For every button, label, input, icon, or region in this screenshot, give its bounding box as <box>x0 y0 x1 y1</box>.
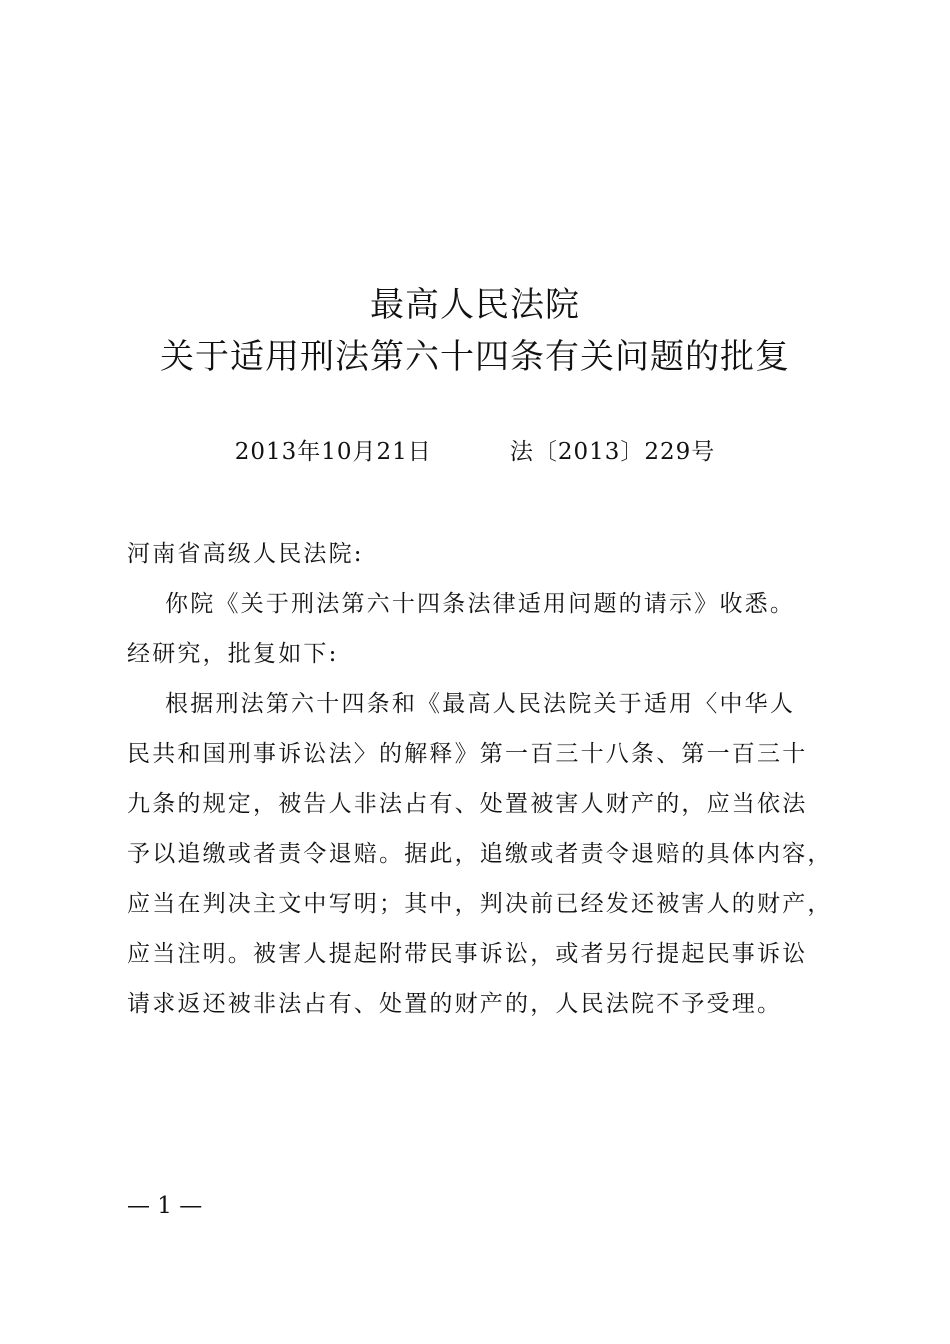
paragraph-line: 经研究，批复如下: <box>127 641 339 667</box>
document-title-issuer: 最高人民法院 <box>370 285 580 325</box>
paragraph-line: 根据刑法第六十四条和《最高人民法院关于适用〈中华人 <box>127 691 796 717</box>
paragraph-line: 应当在判决主文中写明；其中，判决前已经发还被害人的财产， <box>127 891 833 917</box>
document-number: 法〔2013〕229号 <box>509 439 716 465</box>
document-meta <box>0 436 950 468</box>
paragraph-line: 你院《关于刑法第六十四条法律适用问题的请示》收悉。 <box>127 591 796 617</box>
document-date: 2013年10月21日 <box>234 439 432 465</box>
paragraph-line: 九条的规定，被告人非法占有、处置被害人财产的，应当依法 <box>127 791 808 817</box>
paragraph-line: 请求返还被非法占有、处置的财产的，人民法院不予受理。 <box>127 991 783 1017</box>
document-title-subject: 关于适用刑法第六十四条有关问题的批复 <box>160 337 790 377</box>
paragraph-line: 应当注明。被害人提起附带民事诉讼，或者另行提起民事诉讼 <box>127 941 808 967</box>
paragraph-line: 予以追缴或者责令退赔。据此，追缴或者责令退赔的具体内容， <box>127 841 833 867</box>
page-number: — 1 — <box>127 1193 203 1219</box>
paragraph-line: 民共和国刑事诉讼法〉的解释》第一百三十八条、第一百三十 <box>127 741 808 767</box>
addressee: 河南省高级人民法院: <box>127 541 364 567</box>
